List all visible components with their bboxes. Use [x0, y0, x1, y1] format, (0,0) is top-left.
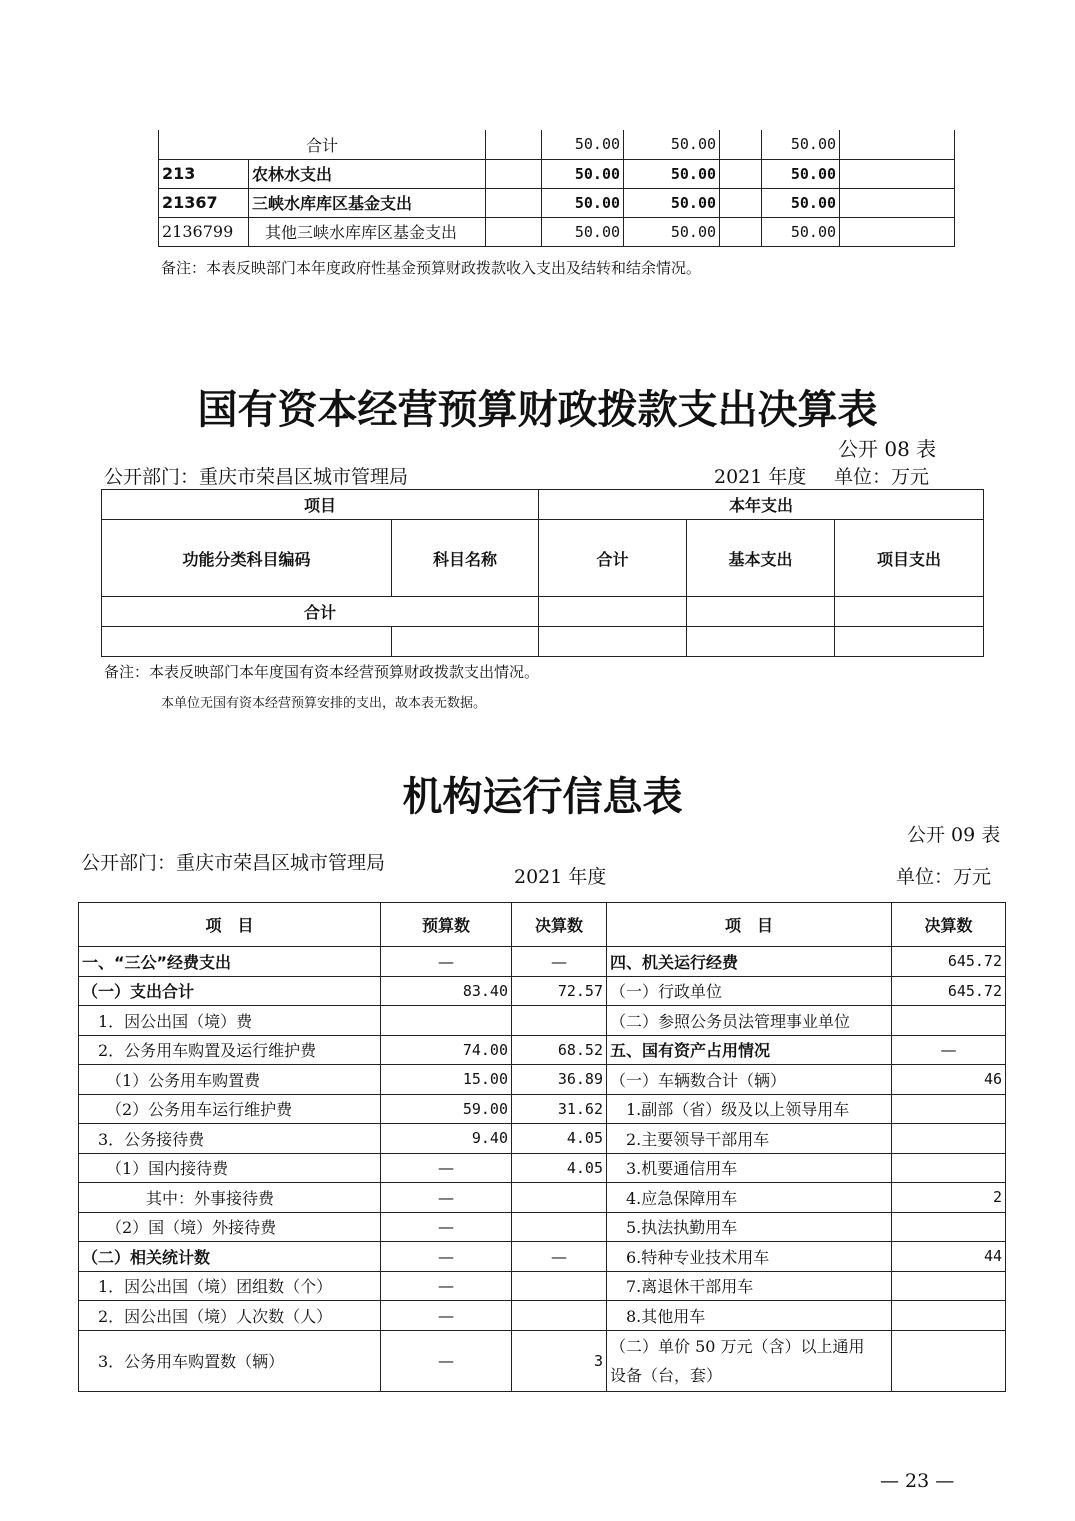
- table-row: [79, 1124, 1006, 1154]
- table-cell: 50.00: [624, 217, 720, 246]
- header-current-expense: 本年支出: [539, 490, 984, 520]
- table-row: [159, 130, 955, 159]
- table-cell: 3.机要通信用车: [607, 1153, 892, 1183]
- table-cell: [892, 1153, 1006, 1183]
- table-cell: 其中：外事接待费: [79, 1183, 381, 1213]
- table-row: [79, 1035, 1006, 1065]
- table-cell: —: [892, 1035, 1006, 1065]
- table2-note: 备注：本表反映部门本年度国有资本经营预算财政拨款支出情况。: [104, 663, 540, 681]
- table-cell: [512, 1006, 607, 1036]
- table-cell: 36.89: [512, 1065, 607, 1095]
- table-cell: （2）国（境）外接待费: [79, 1212, 381, 1242]
- table-cell: 合计: [159, 130, 486, 159]
- table-code: 公开 09 表: [907, 824, 1001, 846]
- table-cell: 3．公务用车购置数（辆）: [79, 1330, 381, 1391]
- capital-budget-table: [101, 489, 984, 657]
- table-cell: [607, 1330, 892, 1391]
- table-cell: —: [512, 1242, 607, 1272]
- org-operations-table: [78, 902, 1006, 1392]
- table-cell: [720, 159, 762, 188]
- table-cell: [486, 130, 542, 159]
- table-cell: —: [381, 1242, 512, 1272]
- header-project: 项目: [102, 490, 539, 520]
- page-title-capital-budget: 国有资本经营预算财政拨款支出决算表: [197, 386, 878, 433]
- table-cell: —: [381, 1330, 512, 1391]
- header-item: 项目支出: [835, 520, 984, 597]
- table-cell: （一）行政单位: [607, 976, 892, 1006]
- table-cell: 15.00: [381, 1065, 512, 1095]
- table-row: [79, 947, 1006, 977]
- table-cell: 50.00: [762, 159, 840, 188]
- table-cell: 1.副部（省）级及以上领导用车: [607, 1094, 892, 1124]
- table-cell: 21367: [159, 188, 249, 217]
- table-cell: [892, 1212, 1006, 1242]
- table-cell: 4.05: [512, 1124, 607, 1154]
- table-cell: 3: [512, 1330, 607, 1391]
- year-label: 2021 年度: [714, 466, 807, 488]
- table-cell: 50.00: [542, 130, 624, 159]
- cell-line: （二）单价 50 万元（含）以上通用: [610, 1336, 865, 1356]
- table-cell: 三峡水库库区基金支出: [249, 188, 486, 217]
- table-cell: 46: [892, 1065, 1006, 1095]
- table-cell: 1．因公出国（境）团组数（个）: [79, 1271, 381, 1301]
- table-cell: [512, 1183, 607, 1213]
- table-cell: 6.特种专业技术用车: [607, 1242, 892, 1272]
- table-row: [79, 976, 1006, 1006]
- table-cell: 1．因公出国（境）费: [79, 1006, 381, 1036]
- table-code: 公开 08 表: [838, 437, 937, 461]
- header-basic: 基本支出: [687, 520, 835, 597]
- table-cell: 农林水支出: [249, 159, 486, 188]
- table-cell: [892, 1094, 1006, 1124]
- table-cell: （一）车辆数合计（辆）: [607, 1065, 892, 1095]
- table-cell: 2: [892, 1183, 1006, 1213]
- cell-line: 设备（台，套）: [610, 1365, 723, 1385]
- table-cell: （一）支出合计: [79, 976, 381, 1006]
- table-cell: 50.00: [542, 159, 624, 188]
- table-cell: —: [381, 1153, 512, 1183]
- header-final-right: 决算数: [892, 903, 1006, 947]
- table-cell: 59.00: [381, 1094, 512, 1124]
- unit-label: 单位：万元: [896, 866, 992, 888]
- table-cell: 74.00: [381, 1035, 512, 1065]
- table-cell: 68.52: [512, 1035, 607, 1065]
- page-number: — 23 —: [880, 1470, 955, 1492]
- table-cell: —: [381, 1271, 512, 1301]
- table-cell: 9.40: [381, 1124, 512, 1154]
- table-cell: [720, 130, 762, 159]
- table-cell: [892, 1301, 1006, 1331]
- table-cell: 2．因公出国（境）人次数（人）: [79, 1301, 381, 1331]
- table-cell: 50.00: [762, 217, 840, 246]
- table-row: [79, 1153, 1006, 1183]
- table-cell: 四、机关运行经费: [607, 947, 892, 977]
- fund-budget-table: [158, 130, 955, 247]
- table2-no-data-note: 本单位无国有资本经营预算安排的支出，故本表无数据。: [161, 696, 487, 711]
- table-row: [79, 1006, 1006, 1036]
- table-cell: [486, 217, 542, 246]
- table-cell: [512, 1271, 607, 1301]
- table-cell: 8.其他用车: [607, 1301, 892, 1331]
- header-final: 决算数: [512, 903, 607, 947]
- row-total-label: 合计: [102, 597, 539, 627]
- table-cell: 五、国有资产占用情况: [607, 1035, 892, 1065]
- table-cell: [840, 130, 955, 159]
- table-cell: 3．公务接待费: [79, 1124, 381, 1154]
- table-cell: （1）公务用车购置费: [79, 1065, 381, 1095]
- table-cell: （2）公务用车运行维护费: [79, 1094, 381, 1124]
- table-cell: 213: [159, 159, 249, 188]
- table-cell: 2136799: [159, 217, 249, 246]
- table-cell: 2．公务用车购置及运行维护费: [79, 1035, 381, 1065]
- table-row: [79, 1242, 1006, 1272]
- page-title-org-operations: 机构运行信息表: [402, 773, 683, 820]
- table-row: [79, 1094, 1006, 1124]
- table-cell: [720, 188, 762, 217]
- table-row: [159, 217, 955, 246]
- header-total: 合计: [539, 520, 687, 597]
- table-row: [159, 159, 955, 188]
- table-cell: （二）相关统计数: [79, 1242, 381, 1272]
- header-name: 科目名称: [392, 520, 539, 597]
- table-row: [79, 1212, 1006, 1242]
- table-cell: 50.00: [762, 130, 840, 159]
- table-cell: （1）国内接待费: [79, 1153, 381, 1183]
- table-cell: [892, 1330, 1006, 1391]
- table1-note: 备注：本表反映部门本年度政府性基金预算财政拨款收入支出及结转和结余情况。: [161, 259, 702, 277]
- department-label: 公开部门：重庆市荣昌区城市管理局: [104, 466, 409, 488]
- table-cell: [840, 217, 955, 246]
- table-cell: 50.00: [542, 217, 624, 246]
- table-row: [159, 188, 955, 217]
- table-cell: 31.62: [512, 1094, 607, 1124]
- table-cell: —: [381, 1301, 512, 1331]
- table-cell: 645.72: [892, 976, 1006, 1006]
- table-row: [79, 1183, 1006, 1213]
- year-label: 2021 年度: [514, 866, 607, 888]
- table-row: [79, 1271, 1006, 1301]
- table-cell: 83.40: [381, 976, 512, 1006]
- header-item: 项 目: [79, 903, 381, 947]
- table-cell: [840, 188, 955, 217]
- table-cell: （二）参照公务员法管理事业单位: [607, 1006, 892, 1036]
- table-cell: 7.离退休干部用车: [607, 1271, 892, 1301]
- table-cell: [381, 1006, 512, 1036]
- department-label: 公开部门：重庆市荣昌区城市管理局: [81, 852, 386, 874]
- header-code: 功能分类科目编码: [102, 520, 392, 597]
- table-cell: [486, 159, 542, 188]
- table-cell: 5.执法执勤用车: [607, 1212, 892, 1242]
- table-cell: 50.00: [624, 130, 720, 159]
- table-cell: —: [381, 1183, 512, 1213]
- table-row: [79, 1301, 1006, 1331]
- table-cell: [486, 188, 542, 217]
- header-budget: 预算数: [381, 903, 512, 947]
- table-cell: —: [512, 947, 607, 977]
- table-cell: 一、“三公”经费支出: [79, 947, 381, 977]
- table-cell: [892, 1124, 1006, 1154]
- table-cell: [892, 1271, 1006, 1301]
- table-cell: 50.00: [624, 188, 720, 217]
- table-cell: —: [381, 1212, 512, 1242]
- table-cell: [892, 1006, 1006, 1036]
- table-cell: [512, 1301, 607, 1331]
- unit-label: 单位：万元: [834, 466, 930, 488]
- table-cell: —: [381, 947, 512, 977]
- table-cell: 4.应急保障用车: [607, 1183, 892, 1213]
- table-cell: 50.00: [624, 159, 720, 188]
- table-cell: 50.00: [762, 188, 840, 217]
- table-cell: [840, 159, 955, 188]
- header-item-right: 项 目: [607, 903, 892, 947]
- table-cell: [512, 1212, 607, 1242]
- table-cell: 其他三峡水库库区基金支出: [249, 217, 486, 246]
- table-cell: 72.57: [512, 976, 607, 1006]
- table-row: [79, 1065, 1006, 1095]
- table-cell: [720, 217, 762, 246]
- table-cell: 44: [892, 1242, 1006, 1272]
- table-cell: 2.主要领导干部用车: [607, 1124, 892, 1154]
- table-cell: 645.72: [892, 947, 1006, 977]
- table-cell: 4.05: [512, 1153, 607, 1183]
- table-cell: 50.00: [542, 188, 624, 217]
